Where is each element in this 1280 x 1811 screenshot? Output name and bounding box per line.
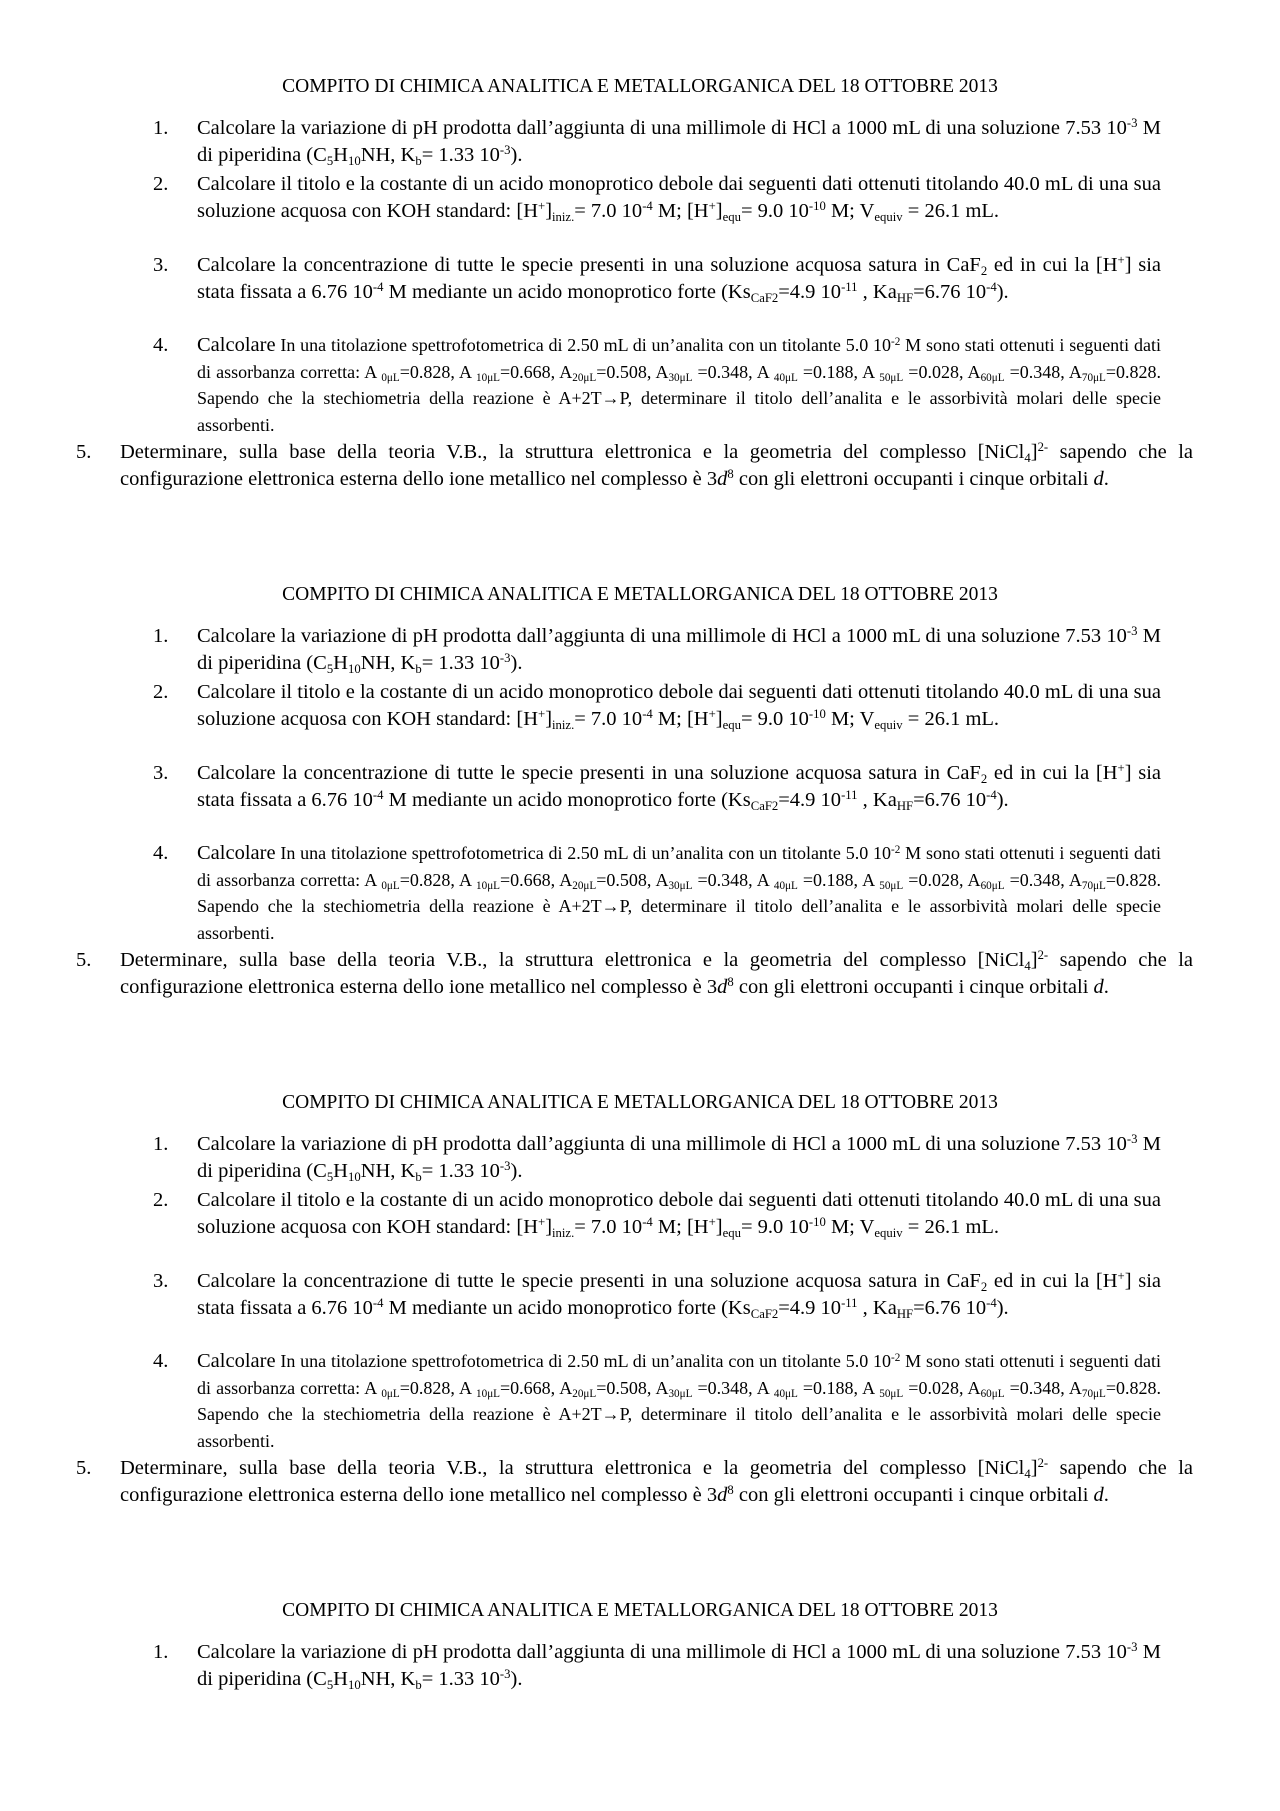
question-number: 4. <box>153 1350 169 1372</box>
question-number: 1. <box>153 1133 169 1155</box>
question-4: 4. Calcolare In una titolazione spettrofotometrica di 2.50 mL di un’analita con un titolante 5.0 $10^{-2}$ M sono stati ottenuti i seguenti dati di assorbanza corretta: A $_{0\mu L}$=0.828, A $_{10\mu L}$=0.668, $A_{20\mu L}=0.508$, $A_{30\mu L} =0.348$, A $_{40\mu L}$ =0.188, A $_{50\mu L}$ =0.028, $A_{60\mu L} =0.348$, $A_{70\mu L}=0.828$. Sapendo che la stechiometria della reazione è A+2T→P, determinare il titolo dell’analita e le assorbività molari delle specie assorbenti. <box>153 334 1161 435</box>
exam-copy-1 <box>0 73 1280 583</box>
question-5: 5. Determinare, sulla base della teoria V.B., la struttura elettronica e la geometria del complesso [NiCl$_4$]$^{2-}$ sapendo che la configurazione elettronica esterna dello ione metallico nel complesso è $3d^8$ con gli elettroni occupanti i cinque orbitali d. <box>76 440 1193 490</box>
exam-title: COMPITO DI CHIMICA ANALITICA E METALLORGANICA DEL 18 OTTOBRE 2013 <box>282 584 998 605</box>
exam-copy-2 <box>0 581 1280 1091</box>
exam-copy-4 <box>0 1597 1280 1707</box>
question-number: 4. <box>153 334 169 356</box>
question-3: 3. Calcolare la concentrazione di tutte le specie presenti in una soluzione acquosa satura in CaF$_2$ ed in cui la [H+] sia stata fissata a 6.76 $10^{-4}$ M mediante un acido monoprotico forte ($Ks_{CaF2}=4.9$ $10^{-11}$ , $Ka_{HF}=6.76$ $10^{-4}$). <box>153 761 1161 813</box>
question-number: 1. <box>153 1641 169 1663</box>
question-5: 5. Determinare, sulla base della teoria V.B., la struttura elettronica e la geometria del complesso [NiCl$_4$]$^{2-}$ sapendo che la configurazione elettronica esterna dello ione metallico nel complesso è $3d^8$ con gli elettroni occupanti i cinque orbitali d. <box>76 948 1193 998</box>
exam-title: COMPITO DI CHIMICA ANALITICA E METALLORGANICA DEL 18 OTTOBRE 2013 <box>282 1600 998 1621</box>
exam-copy-3 <box>0 1089 1280 1599</box>
question-1: 1. Calcolare la variazione di pH prodotta dall’aggiunta di una millimole di HCl a 1000 mL di una soluzione 7.53 $10^{-3}$ M di piperidina ($C_5H_{10}NH$, $K_b= 1.33$ $10^{-3}$). <box>153 1640 1161 1692</box>
question-1: 1. Calcolare la variazione di pH prodotta dall’aggiunta di una millimole di HCl a 1000 mL di una soluzione 7.53 $10^{-3}$ M di piperidina ($C_5H_{10}NH$, $K_b= 1.33$ $10^{-3}$). <box>153 624 1161 676</box>
question-number: 4. <box>153 842 169 864</box>
question-number: 3. <box>153 1270 169 1292</box>
question-number: 5. <box>76 1457 92 1479</box>
question-4: 4. Calcolare In una titolazione spettrofotometrica di 2.50 mL di un’analita con un titolante 5.0 $10^{-2}$ M sono stati ottenuti i seguenti dati di assorbanza corretta: A $_{0\mu L}$=0.828, A $_{10\mu L}$=0.668, $A_{20\mu L}=0.508$, $A_{30\mu L} =0.348$, A $_{40\mu L}$ =0.188, A $_{50\mu L}$ =0.028, $A_{60\mu L} =0.348$, $A_{70\mu L}=0.828$. Sapendo che la stechiometria della reazione è A+2T→P, determinare il titolo dell’analita e le assorbività molari delle specie assorbenti. <box>153 1350 1161 1451</box>
question-number: 5. <box>76 949 92 971</box>
question-1: 1. Calcolare la variazione di pH prodotta dall’aggiunta di una millimole di HCl a 1000 mL di una soluzione 7.53 $10^{-3}$ M di piperidina ($C_5H_{10}NH$, $K_b= 1.33$ $10^{-3}$). <box>153 1132 1161 1184</box>
question-2: 2. Calcolare il titolo e la costante di un acido monoprotico debole dai seguenti dati ottenuti titolando 40.0 mL di una sua soluzione acquosa con KOH standard: $[H^+]_{iniz.}= 7.0$ $10^{-4}$ M; $[H^+]_{equ}= 9.0$ $10^{-10}$ M; $V_{equiv} = 26.1$ mL. <box>153 681 1161 732</box>
question-1: 1. Calcolare la variazione di pH prodotta dall’aggiunta di una millimole di HCl a 1000 mL di una soluzione 7.53 $10^{-3}$ M di piperidina ($C_5H_{10}NH$, $K_b= 1.33$ $10^{-3}$). <box>153 116 1161 168</box>
question-number: 2. <box>153 681 169 703</box>
question-number: 1. <box>153 625 169 647</box>
question-number: 2. <box>153 1189 169 1211</box>
question-number: 1. <box>153 117 169 139</box>
question-5: 5. Determinare, sulla base della teoria V.B., la struttura elettronica e la geometria del complesso [NiCl$_4$]$^{2-}$ sapendo che la configurazione elettronica esterna dello ione metallico nel complesso è $3d^8$ con gli elettroni occupanti i cinque orbitali d. <box>76 1456 1193 1506</box>
question-number: 3. <box>153 254 169 276</box>
exam-title: COMPITO DI CHIMICA ANALITICA E METALLORGANICA DEL 18 OTTOBRE 2013 <box>282 1092 998 1113</box>
exam-title: COMPITO DI CHIMICA ANALITICA E METALLORGANICA DEL 18 OTTOBRE 2013 <box>282 76 998 97</box>
question-2: 2. Calcolare il titolo e la costante di un acido monoprotico debole dai seguenti dati ottenuti titolando 40.0 mL di una sua soluzione acquosa con KOH standard: $[H^+]_{iniz.}= 7.0$ $10^{-4}$ M; $[H^+]_{equ}= 9.0$ $10^{-10}$ M; $V_{equiv} = 26.1$ mL. <box>153 173 1161 224</box>
question-3: 3. Calcolare la concentrazione di tutte le specie presenti in una soluzione acquosa satura in CaF$_2$ ed in cui la [H+] sia stata fissata a 6.76 $10^{-4}$ M mediante un acido monoprotico forte ($Ks_{CaF2}=4.9$ $10^{-11}$ , $Ka_{HF}=6.76$ $10^{-4}$). <box>153 1269 1161 1321</box>
question-number: 3. <box>153 762 169 784</box>
question-number: 2. <box>153 173 169 195</box>
question-3: 3. Calcolare la concentrazione di tutte le specie presenti in una soluzione acquosa satura in CaF$_2$ ed in cui la [H+] sia stata fissata a 6.76 $10^{-4}$ M mediante un acido monoprotico forte ($Ks_{CaF2}=4.9$ $10^{-11}$ , $Ka_{HF}=6.76$ $10^{-4}$). <box>153 253 1161 305</box>
question-4: 4. Calcolare In una titolazione spettrofotometrica di 2.50 mL di un’analita con un titolante 5.0 $10^{-2}$ M sono stati ottenuti i seguenti dati di assorbanza corretta: A $_{0\mu L}$=0.828, A $_{10\mu L}$=0.668, $A_{20\mu L}=0.508$, $A_{30\mu L} =0.348$, A $_{40\mu L}$ =0.188, A $_{50\mu L}$ =0.028, $A_{60\mu L} =0.348$, $A_{70\mu L}=0.828$. Sapendo che la stechiometria della reazione è A+2T→P, determinare il titolo dell’analita e le assorbività molari delle specie assorbenti. <box>153 842 1161 943</box>
question-2: 2. Calcolare il titolo e la costante di un acido monoprotico debole dai seguenti dati ottenuti titolando 40.0 mL di una sua soluzione acquosa con KOH standard: $[H^+]_{iniz.}= 7.0$ $10^{-4}$ M; $[H^+]_{equ}= 9.0$ $10^{-10}$ M; $V_{equiv} = 26.1$ mL. <box>153 1189 1161 1240</box>
question-number: 5. <box>76 441 92 463</box>
